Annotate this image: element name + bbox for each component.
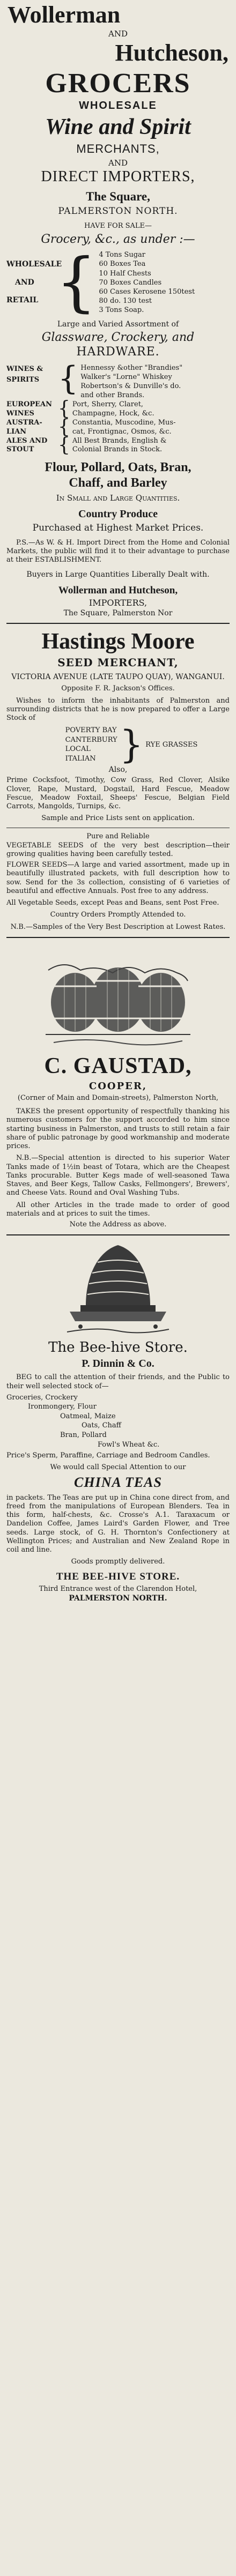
wines-table: WINES & SPIRITS { Hennessy &other "Brandies" Walker's "Lorne" Whiskey Robertson's & Dunville's do. and other Brands. EUROPEAN WINES { Port, Sherry, Claret, Champagne, Hock, &c. AUSTRA- LIAN { Constantia, Muscodine, Mus- cat, Frontignac, Osmos, &c. ALES AND STOUT { All Best Brands, English & Colonial Brands in Stock. [6,364,230,455]
barrels-illustration [43,943,193,1051]
direct-importers-heading: DIRECT IMPORTERS, [41,168,195,185]
ad-wollerman-hutcheson [6,3,230,617]
glassware-heading: Glassware, Crockery, and [41,331,195,345]
cooper-body-2: All other Articles in the trade made to order of good materials and at prices to suit the times. [6,1201,230,1218]
wine-item: Champagne, Hock, &c. [72,409,154,418]
china-teas-heading: CHINA TEAS [74,1474,162,1490]
beehive-firm: P. Dinnin & Co. [82,1358,154,1370]
wines2-label: WINES [6,409,34,418]
european-label: EUROPEAN [6,400,53,408]
goods-text: Goods promptly delivered. [71,1558,165,1566]
grocery-table [6,245,230,320]
firm-name-a: Wollerman [8,2,121,28]
rye-grass-table: POVERTY BAY CANTERBURY LOCAL ITALIAN } RYE GRASSES [65,722,198,766]
cooper-name: C. GAUSTAD, [44,1053,192,1078]
opposite-text: Opposite F. R. Jackson's Offices. [61,684,175,693]
flower-seeds-text: FLOWER SEEDS—A large and varied assortment, made up in beautifully illustrated packets, with full description how to sow. Send for the 3s collection, consisting of 6 varieties of beautiful and effective Annuals. Post free to any address. [6,861,230,895]
nb-samples-text: N.B.—Samples of the Very Best Description at Lowest Rates. [10,922,226,931]
grocery-brace: { [56,245,97,320]
tea-text: in packets. The Teas are put up in China cone direct from, and freed from the manipulations of European Blenders. Tea in this form, half-chests, &c. Crosse's A.1. Taraxacum or Dandelion Coffee, James Laird's Garden Flower, and Tree seeds. Large stock, of G. H. Thornton's Confectionery at Wellington Prices; and Australian and New Zealand Rope in coil and line. [6,1493,230,1554]
grocery-item: 10 Half Chests [99,269,151,278]
grocery-item: 60 Boxes Tea [99,260,146,269]
stock-item: Bran, Pollard [60,1431,107,1439]
country-orders-text: Country Orders Promptly Attended to. [50,911,186,919]
wine-item: and other Brands. [80,391,145,400]
flour-line-2: Chaff, and Barley [69,476,167,490]
have-for-sale: HAVE FOR SALE— [84,222,152,230]
cooper-body-1: TAKES the present opportunity of respectfully thanking his numerous customers for the support accorded to him since starting business in Palmerston, and trusts to still retain a fair share of public patronage by good workmanship and moderate prices. [6,1107,230,1151]
beehive-special: We would call Special Attention to our [50,1463,186,1472]
importers-text: IMPORTERS, [88,598,148,608]
seed-address: VICTORIA AVENUE (LATE TAUPO QUAY), WANGANUI. [11,673,225,682]
wine-item: Constantia, Muscodine, Mus- [72,418,176,427]
beehive-town: PALMERSTON NORTH. [69,1594,167,1603]
wine-item: Walker's "Lorne" Whiskey [80,373,172,382]
firm-signature: Wollerman and Hutcheson, [58,585,178,597]
pure-text: Pure and Reliable [86,832,150,840]
beehive-store-footer: THE BEE-HIVE STORE. [56,1570,180,1582]
beehive-prices: Price's Sperm, Paraffine, Carriage and Bedroom Candles. [6,1451,210,1460]
stock-item: Ironmongery, Flour [28,1403,97,1411]
lian-label: LIAN [6,427,27,436]
grass-item: ITALIAN [65,754,96,763]
square-text: The Square, [86,190,150,204]
beehive-illustration [64,1241,172,1337]
and-text: AND [108,158,128,168]
ad-beehive-store [6,1241,230,1602]
ad-hastings-moore [6,629,230,932]
grocery-heading: Grocery, &c., as under :— [41,233,195,247]
cooper-trade: COOPER, [88,1081,148,1092]
wholesale-label: WHOLESALE [6,259,62,269]
address-text: The Square, Palmerston Nor [63,609,173,618]
grocery-item: 80 do. 130 test [99,297,152,306]
purchased-text: Purchased at Highest Market Prices. [32,522,204,533]
grass-item: CANTERBURY [65,735,117,744]
buyers-text: Buyers in Large Quantities Liberally Dealt with. [26,570,210,579]
wine-item: Robertson's & Dunville's do. [80,382,181,391]
spirits-label: SPIRITS [6,375,40,384]
also-text: Also, [108,765,128,775]
ales-label: ALES AND [6,436,48,445]
retail-label: RETAIL [6,296,39,305]
wine-spirit-heading: Wine and Spirit [45,114,191,139]
grocery-items [99,250,230,315]
grocery-item: 70 Boxes Candles [99,278,162,287]
cooper-nb: N.B.—Special attention is directed to his superior Water Tanks made of 1½in beast of Totara, which are the Cheapest Tanks procurable. Butter Kegs made of well-seasoned Tawa Staves, and Beer Kegs, Tallow Casks, Fellmongers', Brewers', and Cheese Vats. Round and Oval Washing Tubs. [6,1154,230,1197]
beehive-intro: BEG to call the attention of their friends, and the Public to their well selected stock of— [6,1373,230,1390]
flour-line-1: Flour, Pollard, Oats, Bran, [45,460,191,475]
large-varied: Large and Varied Assortment of [57,320,179,329]
rye-text: RYE GRASSES [145,740,198,749]
all-veg-text: All Vegetable Seeds, except Peas and Beans, sent Post Free. [6,899,219,907]
seed-intro: Wishes to inform the inhabitants of Palmerston and surrounding districts that he is now prepared to offer a Large Stock of [6,696,230,722]
wholesale-heading: WHOLESALE [79,99,157,111]
cooper-note: Note the Address as above. [69,1220,167,1229]
divider [6,937,230,938]
divider [6,623,230,624]
grocery-item: 4 Tons Sugar [99,251,145,259]
beehive-stock [6,1393,230,1449]
hardware-heading: HARDWARE. [76,345,160,359]
grass-item: POVERTY BAY [65,726,117,735]
town-text: PALMERSTON NORTH. [58,206,178,217]
cooper-location: (Corner of Main and Domain-streets), Palmerston North, [17,1094,219,1103]
wine-item: Hennessy &other "Brandies" [80,364,183,373]
ad-gaustad-cooper [6,943,230,1229]
australian-label: AUSTRA- [6,418,42,427]
beehive-location: Third Entrance west of the Clarendon Hotel, [39,1584,197,1593]
veg-seeds-text: VEGETABLE SEEDS of the very best description—their growing qualities having been carefully tested. [6,841,230,858]
grocery-item: 60 Cases Kerosene 150test [99,287,195,296]
and-label: AND [15,278,34,287]
grocers-heading: GROCERS [45,68,191,99]
stock-item: Groceries, Crockery [6,1393,78,1402]
divider [6,1234,230,1235]
beehive-title: The Bee-hive Store. [48,1339,188,1356]
wine-item: All Best Brands, English & [72,436,167,445]
merchants-heading: MERCHANTS, [76,142,160,156]
ps-text: P.S.—As W. & H. Import Direct from the Home and Colonial Markets, the public will find it to their advantage to purchase at their ESTABLISHMENT. [6,538,230,564]
quantities-text: In Small and Large Quantities. [56,493,180,503]
firm-name-b: Hutcheson, [115,39,228,66]
grass-item: LOCAL [65,745,91,754]
seed-merchant-name: Hastings Moore [41,629,195,654]
stock-item: Oatmeal, Maize [60,1412,116,1420]
wine-item: Port, Sherry, Claret, [72,400,144,408]
seeds-list: Prime Cocksfoot, Timothy, Cow Grass, Red Clover, Alsike Clover, Rape, Mustard, Dogstail, Hard Fescue, Meadow Fescue, Meadow Foxtail, Sheeps' Fescue, Belgian Field Carrots, Mangolds, Turnips, &c. [6,776,230,811]
wine-item: Colonial Brands in Stock. [72,445,163,454]
grocery-item: 3 Tons Soap. [99,306,144,315]
sample-text: Sample and Price Lists sent on application. [41,814,195,823]
stock-item: Oats, Chaff [82,1421,121,1430]
name-and: AND [108,29,128,39]
country-produce: Country Produce [78,508,158,520]
stout-label: STOUT [6,445,34,454]
wine-item: cat, Frontignac, Osmos, &c. [72,427,172,436]
stock-item: Fowl's Wheat &c. [98,1440,160,1449]
seed-merchant-title: SEED MERCHANT, [57,656,179,669]
wines-label: WINES & [6,365,43,374]
